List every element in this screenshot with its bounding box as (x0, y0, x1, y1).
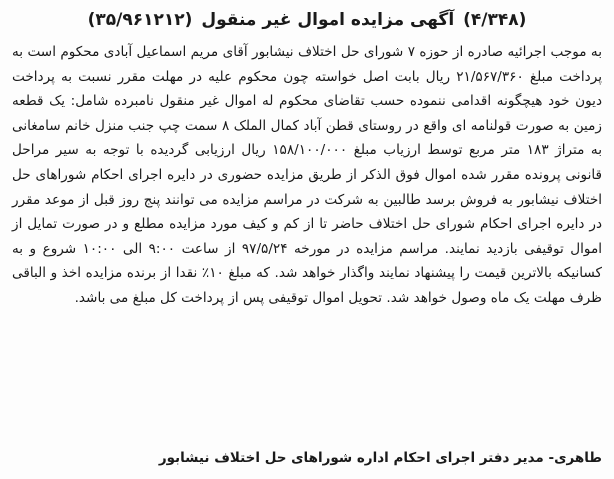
notice-signature: طاهری- مدیر دفتر اجرای احکام اداره شوراهای حل اختلاف نیشابور (158, 450, 602, 466)
notice-body: به موجب اجرائیه صادره از حوزه ۷ شورای حل اختلاف نیشابور آقای مریم اسماعیل آبادی محکوم است به پرداخت مبلغ ۲۱/۵۶۷/۳۶۰ ریال بابت اصل خواسته چون محکوم علیه در مهلت مقرر نسبت به پرداخت دیون خود هیچگونه اقدامی ننموده حسب تقاضای محکوم له اموال غیر منقول نامبرده شامل: یک قطعه زمین به صورت قولنامه ای واقع در روستای قطن آباد کمال الملک ۸ سمت چپ جنب منزل خانم سامغانی به متراژ ۱۸۳ متر مربع توسط ارزیاب مبلغ ۱۵۸/۱۰۰/۰۰۰ ریال ارزیابی گردیده با توجه به سیر مراحل قانونی پرونده مقرر شده اموال فوق الذکر از طریق مزایده حضوری در دایره اجرای احکام شوراهای حل اختلاف نیشابور به فروش برسد طالبین به شرکت در مراسم مزایده می توانند پنج روز قبل از موعد مقرر در دایره اجرای احکام شورای حل اختلاف حاضر تا از کم و کیف مورد مزایده مطلع و در صورت تمایل از اموال توقیفی بازدید نمایند. مراسم مزایده در مورخه ۹۷/۵/۲۴ از ساعت ۹:۰۰ الی ۱۰:۰۰ شروع و به کسانیکه بالاترین قیمت را پیشنهاد نمایند واگذار خواهد شد. که مبلغ ۱۰٪ نقدا از برنده مزایده اخذ و الباقی ظرف مهلت یک ماه وصول خواهد شد. تحویل اموال توقیفی پس از پرداخت کل مبلغ می باشد. (12, 44, 603, 306)
notice-headline (12, 6, 602, 34)
notice-number: (۴/۳۴۸) (463, 10, 527, 30)
notice-title: آگهی مزایده اموال غیر منقول (201, 10, 455, 30)
notice-reference: (۳۵/۹۶۱۲۱۲) (87, 10, 193, 30)
